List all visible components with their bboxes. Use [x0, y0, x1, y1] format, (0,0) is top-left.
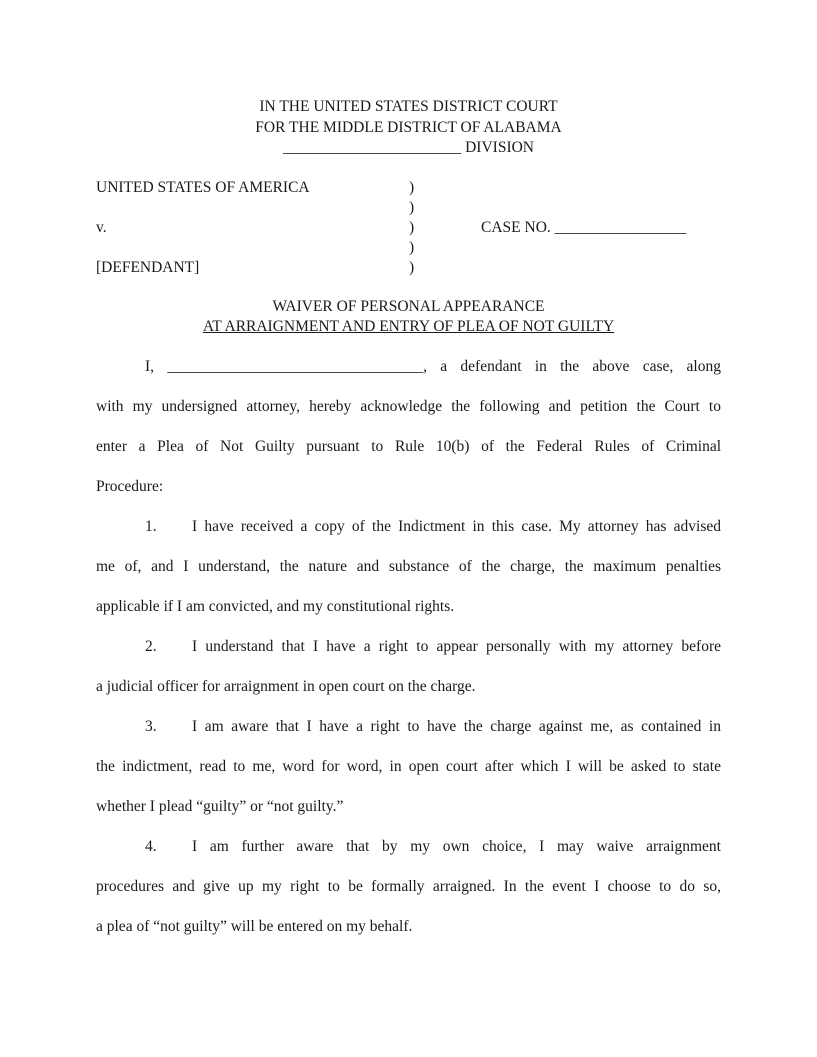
caption-paren: )	[409, 219, 415, 236]
document-title-line1: WAIVER OF PERSONAL APPEARANCE	[272, 298, 545, 315]
caption-paren: )	[409, 239, 415, 256]
item-number: 3.	[145, 718, 157, 735]
intro-line: enter a Plea of Not Guilty pursuant to Rule 10(b) of the Federal Rules of Criminal	[96, 438, 721, 455]
versus: v.	[96, 219, 107, 236]
case-number: CASE NO. _________________	[481, 219, 687, 236]
caption-paren: )	[409, 179, 415, 196]
court-name-line2: FOR THE MIDDLE DISTRICT OF ALABAMA	[255, 119, 562, 136]
document-title-line2: AT ARRAIGNMENT AND ENTRY OF PLEA OF NOT GUILTY	[202, 318, 615, 335]
division-line: _______________________ DIVISION	[282, 139, 534, 156]
caption-paren: )	[409, 259, 415, 276]
intro-line: with my undersigned attorney, hereby acknowledge the following and petition the Court to	[96, 398, 721, 415]
item-number: 1.	[145, 518, 157, 535]
item-line: I am aware that I have a right to have the charge against me, as contained in	[192, 718, 721, 735]
item-line: I am further aware that by my own choice, I may waive arraignment	[192, 838, 721, 855]
caption-paren: )	[409, 199, 415, 216]
item-line: a plea of “not guilty” will be entered on my behalf.	[96, 918, 413, 935]
item-line: a judicial officer for arraignment in open court on the charge.	[96, 678, 476, 695]
item-line: I understand that I have a right to appear personally with my attorney before	[192, 638, 721, 655]
defendant-name: [DEFENDANT]	[96, 259, 200, 276]
item-line: applicable if I am convicted, and my constitutional rights.	[96, 598, 455, 615]
court-name-line1: IN THE UNITED STATES DISTRICT COURT	[259, 98, 558, 115]
intro-line: I, _________________________________, a defendant in the above case, along	[145, 358, 721, 375]
item-number: 2.	[145, 638, 157, 655]
item-line: procedures and give up my right to be formally arraigned. In the event I choose to do so,	[96, 878, 721, 895]
item-number: 4.	[145, 838, 157, 855]
item-line: whether I plead “guilty” or “not guilty.”	[96, 798, 344, 815]
plaintiff-name: UNITED STATES OF AMERICA	[96, 179, 310, 196]
item-line: I have received a copy of the Indictment in this case. My attorney has advised	[192, 518, 721, 535]
intro-line: Procedure:	[96, 478, 164, 495]
item-line: me of, and I understand, the nature and substance of the charge, the maximum penalties	[96, 558, 721, 575]
item-line: the indictment, read to me, word for word, in open court after which I will be asked to state	[96, 758, 721, 775]
